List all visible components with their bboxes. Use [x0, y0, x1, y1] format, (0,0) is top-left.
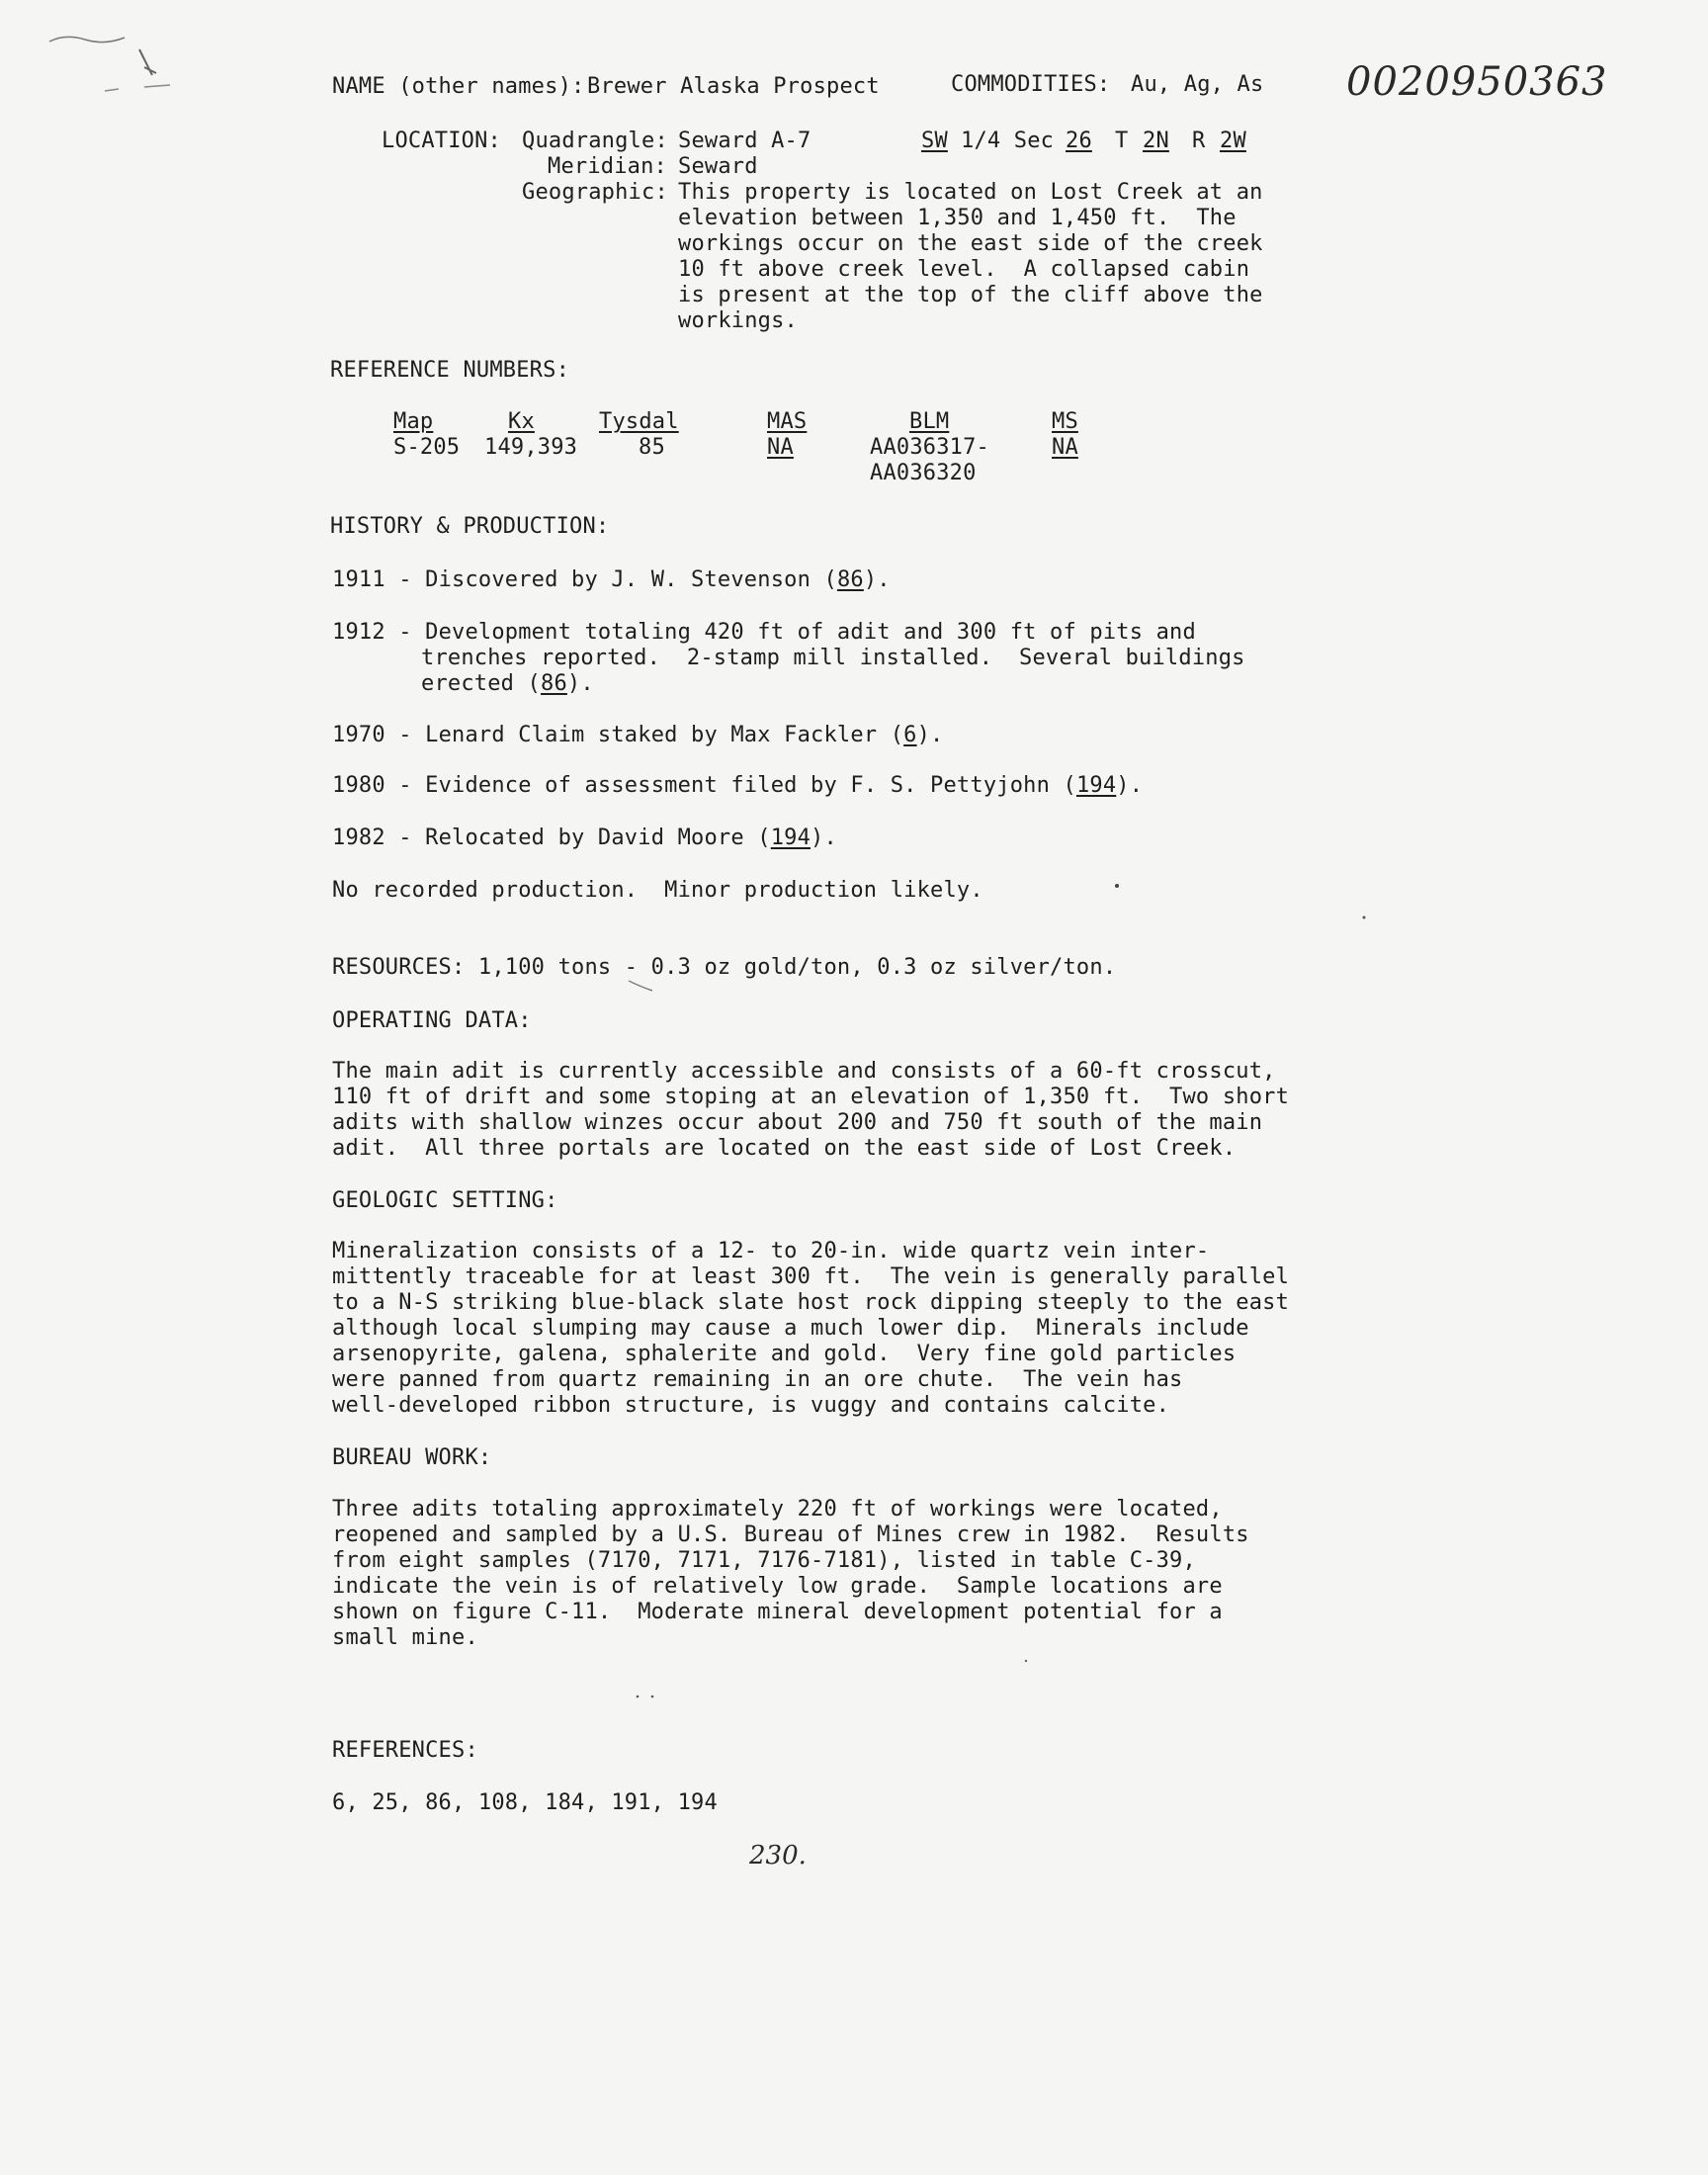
geologic-setting-line: Mineralization consists of a 12- to 20-in. wide quartz vein inter- — [332, 1239, 1210, 1263]
geographic-line: workings. — [678, 308, 799, 333]
history-text-continued: trenches reported. 2-stamp mill installed. Several buildings — [421, 646, 1245, 670]
history-heading: HISTORY & PRODUCTION: — [330, 514, 610, 539]
geologic-setting-line: arsenopyrite, galena, sphalerite and gold. Very fine gold particles — [332, 1342, 1237, 1366]
history-year: 1982 — [332, 826, 385, 850]
location-label: LOCATION: — [382, 129, 502, 153]
history-entry: 1912 - Development totaling 420 ft of adit and 300 ft of pits and — [332, 620, 1196, 645]
handwritten-document-id: 0020950363 — [1346, 59, 1608, 105]
history-year: 1980 — [332, 773, 385, 798]
meridian-label: Meridian: — [548, 154, 668, 179]
history-ref: 194 — [1075, 773, 1117, 798]
history-entry: 1911 - Discovered by J. W. Stevenson (86). — [332, 567, 891, 592]
ref-cell-kx: 149,393 — [484, 435, 578, 460]
ref-cell-tysdal: 85 — [639, 435, 665, 460]
history-text: Development totaling 420 ft of adit and 300 ft of pits and — [425, 620, 1196, 645]
history-text-end: ). — [1116, 773, 1144, 798]
history-text: Relocated by David Moore ( — [425, 826, 771, 850]
history-entry: 1980 - Evidence of assessment filed by F. S. Pettyjohn (194). — [332, 773, 1144, 798]
reference-numbers-heading: REFERENCE NUMBERS: — [330, 358, 570, 383]
ref-col-header-blm: BLM — [909, 409, 950, 434]
quarter-value: SW — [921, 129, 948, 153]
history-text: Evidence of assessment filed by F. S. Pettyjohn ( — [425, 773, 1076, 798]
ref-cell-blm: AA036317- — [870, 435, 990, 460]
ref-col-header-kx: Kx — [508, 409, 535, 434]
geographic-line: workings occur on the east side of the creek — [678, 231, 1263, 256]
range-label: R — [1192, 129, 1206, 153]
operating-data-line: adits with shallow winzes occur about 200 and 750 ft south of the main — [332, 1110, 1263, 1135]
section-value: 26 — [1066, 129, 1092, 153]
ref-cell-ms: NA — [1052, 435, 1078, 460]
ref-col-header-mas: MAS — [767, 409, 808, 434]
history-text-end: ). — [811, 826, 837, 850]
operating-data-heading: OPERATING DATA: — [332, 1008, 532, 1033]
history-text: Discovered by J. W. Stevenson ( — [425, 567, 837, 592]
history-text: Lenard Claim staked by Max Fackler ( — [425, 723, 904, 747]
production-note: No recorded production. Minor production likely. — [332, 878, 983, 903]
bureau-work-line: shown on figure C-11. Moderate mineral development potential for a — [332, 1600, 1223, 1624]
name-value: Brewer Alaska Prospect — [587, 74, 880, 99]
ref-cell-blm: AA036320 — [870, 461, 977, 485]
commodities-value: Au, Ag, As — [1131, 72, 1264, 97]
geographic-label: Geographic: — [522, 180, 668, 205]
commodities-label: COMMODITIES: — [951, 72, 1111, 97]
bureau-work-heading: BUREAU WORK: — [332, 1445, 492, 1470]
history-entry: 1970 - Lenard Claim staked by Max Fackler (6). — [332, 723, 944, 747]
township-label: T — [1115, 129, 1129, 153]
ref-cell-map: S-205 — [393, 435, 461, 460]
township-value: 2N — [1143, 129, 1169, 153]
references-list: 6, 25, 86, 108, 184, 191, 194 — [332, 1790, 718, 1815]
geologic-setting-line: were panned from quartz remaining in an ore chute. The vein has — [332, 1367, 1183, 1392]
quarter-suffix: 1/4 Sec — [961, 129, 1055, 153]
quadrangle-value: Seward A-7 — [678, 129, 811, 153]
history-ref: 6 — [903, 723, 917, 747]
name-label: NAME (other names): — [332, 74, 585, 99]
bureau-work-line: Three adits totaling approximately 220 ft of workings were located, — [332, 1497, 1223, 1522]
history-text-end: ). — [566, 671, 594, 696]
ref-col-header-map: Map — [393, 409, 434, 434]
bureau-work-line: indicate the vein is of relatively low grade. Sample locations are — [332, 1574, 1223, 1599]
operating-data-line: 110 ft of drift and some stoping at an elevation of 1,350 ft. Two short — [332, 1085, 1290, 1109]
quadrangle-label: Quadrangle: — [522, 129, 668, 153]
bureau-work-line: from eight samples (7170, 7171, 7176-7181), listed in table C-39, — [332, 1548, 1196, 1573]
references-heading: REFERENCES: — [332, 1738, 478, 1763]
history-year: 1911 — [332, 567, 385, 592]
geologic-setting-line: to a N-S striking blue-black slate host rock dipping steeply to the east — [332, 1290, 1290, 1315]
geographic-line: is present at the top of the cliff above the — [678, 283, 1263, 307]
geographic-line: 10 ft above creek level. A collapsed cabin — [678, 257, 1250, 282]
geologic-setting-line: well-developed ribbon structure, is vuggy and contains calcite. — [332, 1393, 1170, 1418]
history-text-end: ). — [916, 723, 944, 747]
resources-line: RESOURCES: 1,100 tons - 0.3 oz gold/ton, 0.3 oz silver/ton. — [332, 955, 1117, 980]
operating-data-line: adit. All three portals are located on the east side of Lost Creek. — [332, 1136, 1237, 1161]
bureau-work-line: reopened and sampled by a U.S. Bureau of Mines crew in 1982. Results — [332, 1522, 1249, 1547]
history-text-end: ). — [863, 567, 891, 592]
history-ref: 86 — [836, 567, 864, 592]
history-year: 1970 — [332, 723, 385, 747]
meridian-value: Seward — [678, 154, 758, 179]
geologic-setting-line: mittently traceable for at least 300 ft. The vein is generally parallel — [332, 1264, 1290, 1289]
history-ref: 86 — [541, 671, 567, 696]
operating-data-line: The main adit is currently accessible and consists of a 60-ft crosscut, — [332, 1059, 1276, 1084]
history-text: erected ( — [421, 671, 542, 696]
ref-cell-mas: NA — [767, 435, 794, 460]
ref-col-header-ms: MS — [1052, 409, 1078, 434]
ref-col-header-tysdal: Tysdal — [599, 409, 679, 434]
bureau-work-line: small mine. — [332, 1625, 478, 1650]
history-year: 1912 — [332, 620, 385, 645]
geologic-setting-line: although local slumping may cause a much lower dip. Minerals include — [332, 1316, 1249, 1341]
geographic-line: elevation between 1,350 and 1,450 ft. The — [678, 206, 1237, 230]
history-entry: 1982 - Relocated by David Moore (194). — [332, 826, 837, 850]
geographic-line: This property is located on Lost Creek at an — [678, 180, 1263, 205]
handwritten-page-number: 230. — [749, 1841, 807, 1870]
range-value: 2W — [1220, 129, 1246, 153]
history-ref: 194 — [770, 826, 811, 850]
geologic-setting-heading: GEOLOGIC SETTING: — [332, 1188, 558, 1213]
